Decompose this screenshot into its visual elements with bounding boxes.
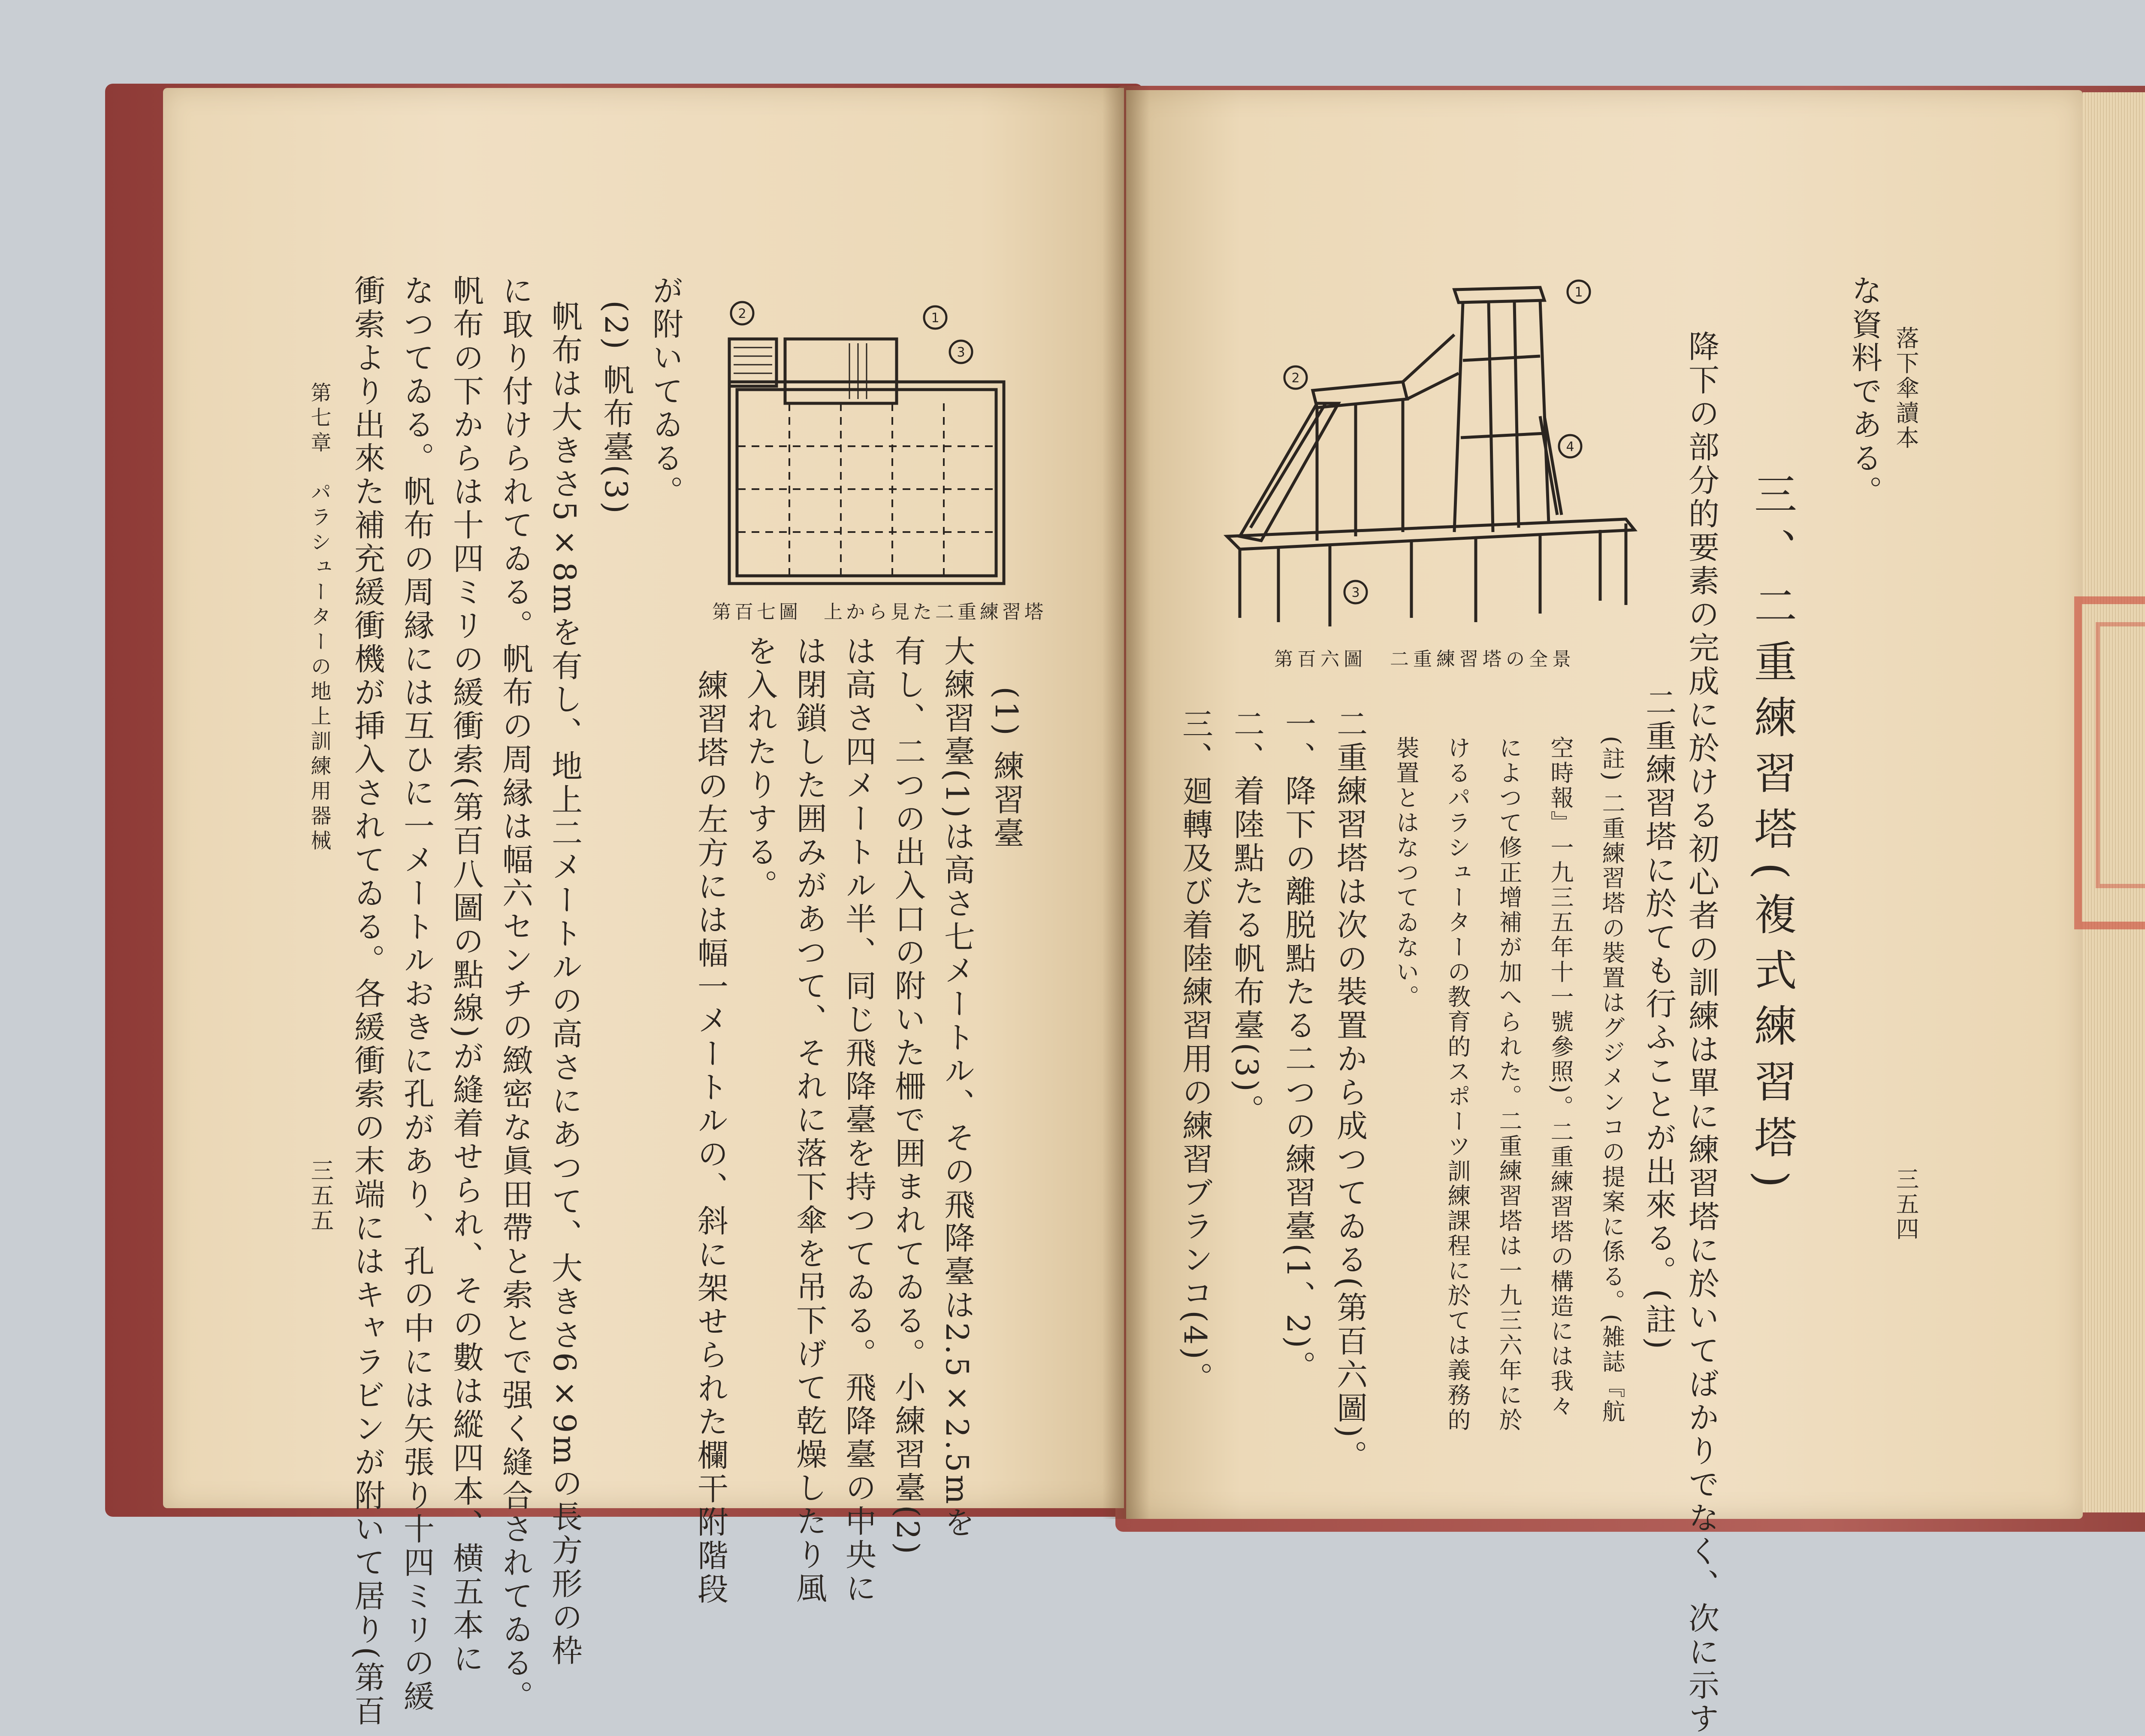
text-column: 練習塔の左方には幅一メートルの、斜に架せられた欄干附階段 [692,669,728,1606]
footnote-column: 空時報』一九三五年十一號參照)。二重練習塔の構造には我々 [1547,736,1574,1419]
figure-label: 3 [1351,585,1360,600]
figure-106-caption: 第百六圖 二重練習塔の全景 [1274,648,1575,670]
footnote-column: けるパラシューターの教育的スポーツ訓練課程に於ては義務的 [1444,736,1471,1433]
page-number-left: 三五五 [307,1158,334,1233]
figure-label: 1 [1574,285,1583,300]
text-column: が附いてゐる。 [647,275,683,509]
text-column: は高さ四メートル半、同じ飛降臺を持つてゐる。飛降臺の中央に [840,635,876,1606]
text-column: 有し、二つの出入口の附いた柵で囲まれてゐる。小練習臺(2) [890,635,926,1557]
figure-label: 2 [1291,371,1300,386]
section-heading: 三、二重練習塔(複式練習塔) [1747,472,1797,1201]
text-column: 二重練習塔は次の裝置から成つてゐる(第百六圖)。 [1332,708,1368,1474]
figure-label: 1 [931,311,940,326]
library-stamp-inner [2096,622,2145,888]
tower-drawing [1214,275,1660,631]
subheading: (1) 練習臺 [988,687,1024,851]
book-gutter [1103,86,1150,1519]
subheading: (2) 帆布臺(3) [598,300,634,516]
figure-label: 3 [957,345,965,360]
figure-label: 4 [1566,439,1574,454]
list-item: 三、廻轉及び着陸練習用の練習ブランコ(4)。 [1177,708,1213,1395]
text-column: 帆布の下からは十四ミリの緩衝索(第百八圖の點線)が縫着せられ、その數は縱四本、横五本に [448,275,484,1676]
footnote-column: (註) 二重練習塔の裝置はグジメンコの提案に係る。(雑誌『航 [1598,736,1625,1424]
chapter-footer: 第七章 パラシューターの地上訓練用器械 [307,382,331,855]
text-column: な資料である。 [1846,275,1882,509]
list-item: 一、降下の離脱點たる二つの練習臺(1、2)。 [1280,708,1316,1384]
plan-drawing [721,292,1012,592]
footnote-column: によつて修正增補が加へられた。二重練習塔は一九三六年に於 [1495,736,1523,1433]
figure-label: 2 [738,306,746,321]
text-column: を入れたりする。 [742,635,778,903]
figure-106-tower-illustration [1214,275,1660,631]
figure-107-caption: 第百七圖 上から見た二重練習塔 [712,601,1047,623]
text-column: 大練習臺(1)は高さ七メートル、その飛降臺は2.5×2.5mを [939,635,975,1540]
page-number-right: 三五四 [1892,1167,1919,1242]
text-column: に取り付けられてゐる。帆布の周縁は幅六センチの緻密な眞田帶と索とで强く縫合されてゐる。 [497,275,533,1714]
text-column: 衝索より出來た補充緩衝機が挿入されてゐる。各緩衝索の末端にはキャラビンが附いて居り(第百 [349,275,385,1729]
running-header: 落下傘讀本 [1892,326,1919,451]
text-column: は閉鎖した囲みがあつて、それに落下傘を吊下げて乾燥したり風 [791,635,827,1606]
footnote-column: 裝置とはなつてゐない。 [1393,736,1420,1010]
text-column: なつてゐる。帆布の周縁には互ひに一メートルおきに孔があり、孔の中には矢張り十四ミリの緩 [399,275,435,1714]
text-column: 降下の部分的要素の完成に於ける初心者の訓練は單に練習塔に於いてばかりでなく、次に示す [1683,330,1719,1736]
text-column: 帆布は大きさ5×8mを有し、地上二メートルの高さにあつて、大きさ6×9mの長方形の枠 [547,300,583,1668]
figure-107-plan-illustration [721,292,1012,592]
text-column: 二重練習塔に於ても行ふことが出來る。(註) [1640,687,1677,1352]
list-item: 二、着陸點たる帆布臺(3)。 [1229,708,1265,1128]
